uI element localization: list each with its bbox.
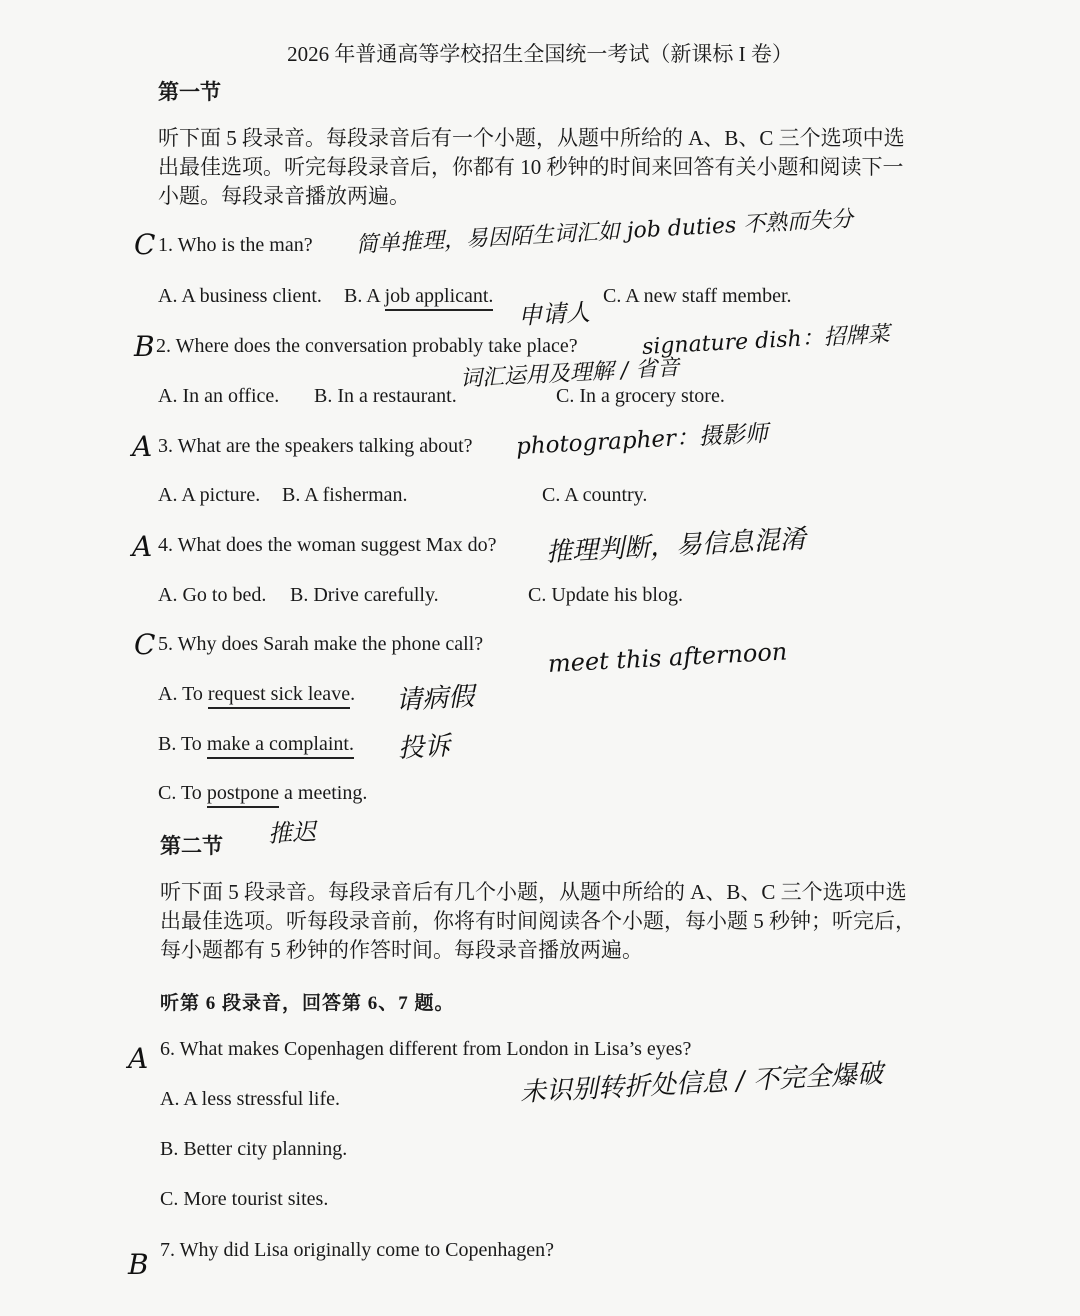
- handwritten-answer-1: C: [134, 228, 156, 261]
- q3-option-a: A. A picture.: [158, 484, 261, 506]
- handwritten-note-4: 推理判断，易信息混淆: [545, 524, 807, 568]
- handwritten-answer-7: B: [128, 1248, 149, 1281]
- handwritten-note-2: signature dish：招牌菜: [641, 322, 891, 360]
- q1-option-b: B. A job applicant.: [344, 285, 493, 308]
- q1-option-a: A. A business client.: [158, 285, 322, 307]
- question-7: 7. Why did Lisa originally come to Copenhagen?: [160, 1239, 554, 1261]
- question-6: 6. What makes Copenhagen different from London in Lisa’s eyes?: [160, 1038, 692, 1060]
- handwritten-note-2b: 词汇运用及理解 / 省音: [459, 355, 680, 392]
- q5-option-a: A. To request sick leave.: [158, 683, 355, 706]
- question-3: 3. What are the speakers talking about?: [158, 435, 473, 457]
- q6-option-b: B. Better city planning.: [160, 1138, 348, 1160]
- handwritten-answer-6: A: [128, 1042, 149, 1075]
- handwritten-note-5a: 请病假: [395, 681, 475, 716]
- handwritten-note-5b: 投诉: [397, 731, 451, 764]
- handwritten-answer-2: B: [134, 330, 155, 363]
- q2-option-b: B. In a restaurant.: [314, 385, 457, 407]
- question-1: 1. Who is the man?: [158, 234, 313, 256]
- q3-option-c: C. A country.: [542, 484, 648, 506]
- exam-title: 2026 年普通高等学校招生全国统一考试（新课标 I 卷）: [287, 42, 793, 66]
- q3-option-b: B. A fisherman.: [282, 484, 408, 506]
- handwritten-note-6: 未识别转折处信息 / 不完全爆破: [519, 1059, 884, 1108]
- section-instructions-1: 听下面 5 段录音。每段录音后有一个小题，从题中所给的 A、B、C 三个选项中选出最佳选项。听完每段录音后，你都有 10 秒钟的时间来回答有关小题和阅读下一小题。每段录音播放两遍。: [158, 126, 905, 208]
- section-instructions-2: 听下面 5 段录音。每段录音后有几个小题，从题中所给的 A、B、C 三个选项中选出最佳选项。听每段录音前，你将有时间阅读各个小题，每小题 5 秒钟；听完后，每小题都有 5 秒钟的作答时间。每段录音播放两遍。: [160, 880, 916, 962]
- handwritten-answer-5: C: [134, 628, 156, 661]
- question-5: 5. Why does Sarah make the phone call?: [158, 633, 484, 655]
- handwritten-note-5c: 推迟: [267, 817, 317, 848]
- handwritten-note-3: photographer：摄影师: [515, 420, 769, 460]
- q2-option-a: A. In an office.: [158, 385, 280, 407]
- question-4: 4. What does the woman suggest Max do?: [158, 534, 497, 556]
- question-2: 2. Where does the conversation probably take place?: [156, 335, 578, 357]
- handwritten-answer-3: A: [132, 430, 153, 463]
- q4-option-b: B. Drive carefully.: [290, 584, 439, 606]
- handwritten-note-1: 简单推理，易因陌生词汇如 job duties 不熟而失分: [355, 206, 854, 258]
- handwritten-answer-4: A: [132, 530, 153, 563]
- q5-option-b: B. To make a complaint.: [158, 733, 354, 756]
- q5-option-c: C. To postpone a meeting.: [158, 782, 367, 805]
- q2-option-c: C. In a grocery store.: [556, 385, 725, 407]
- sub-instructions: 听第 6 段录音，回答第 6、7 题。: [160, 993, 455, 1014]
- section-heading-1: 第一节: [158, 80, 221, 104]
- section-heading-2: 第二节: [160, 834, 223, 858]
- q6-option-a: A. A less stressful life.: [160, 1088, 340, 1110]
- q4-option-a: A. Go to bed.: [158, 584, 267, 606]
- q1-option-c: C. A new staff member.: [603, 285, 792, 307]
- q6-option-c: C. More tourist sites.: [160, 1188, 329, 1210]
- handwritten-note-1b: 申请人: [517, 298, 591, 330]
- q4-option-c: C. Update his blog.: [528, 584, 683, 606]
- handwritten-note-5: meet this afternoon: [547, 637, 788, 678]
